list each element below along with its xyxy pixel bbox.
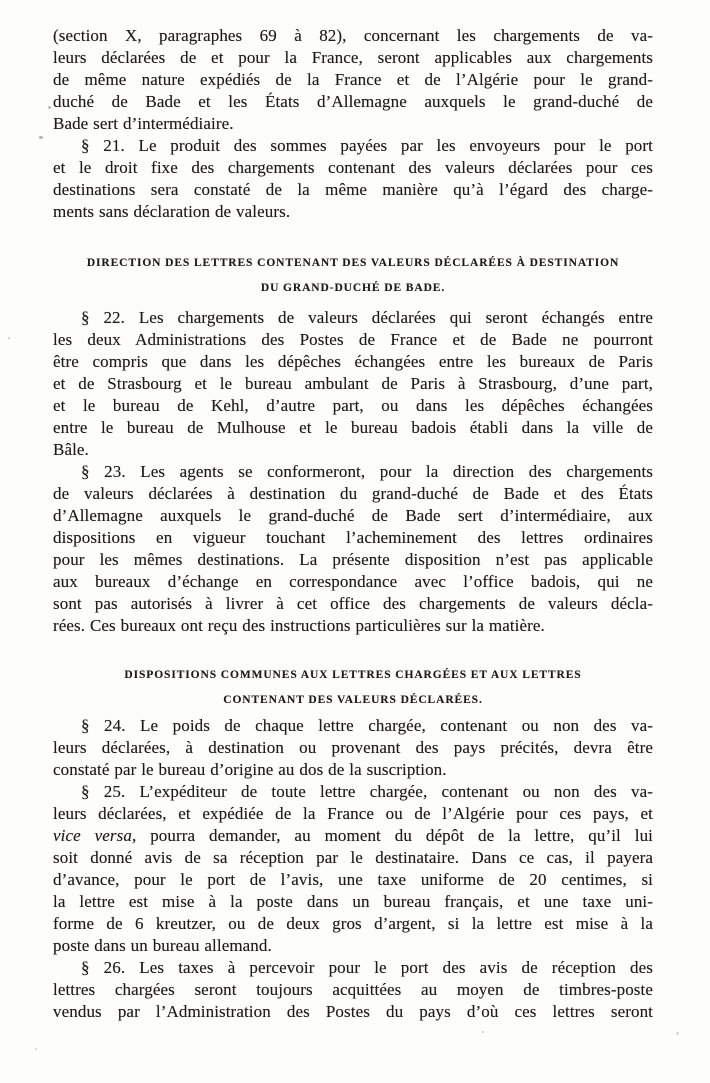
section-heading-dispositions-communes <box>53 663 653 713</box>
paragraph-25 <box>53 781 653 957</box>
text-line: forme de 6 kreutzer, ou de deux gros d’argent, si la lettre est mise à la <box>53 914 653 933</box>
text-line: de valeurs déclarées à destination du grand-duché de Bade et des États <box>53 484 653 503</box>
text-line: de même nature expédiés de la France et de l’Algérie pour le grand- <box>53 70 653 89</box>
heading-line: DU GRAND-DUCHÉ DE BADE. <box>260 282 446 294</box>
scan-speck <box>48 106 51 109</box>
text-line <box>53 825 653 847</box>
text-line: Bâle. <box>53 440 89 459</box>
scan-speck <box>676 1032 679 1035</box>
text-segment: , pourra demander, au moment du dépôt de la lettre, qu’il lui <box>131 826 653 845</box>
text-line: duché de Bade et les États d’Allemagne auxquels le grand-duché de <box>53 92 653 111</box>
text-line: et de Strasbourg et le bureau ambulant de Paris à Strasbourg, d’une part, <box>53 374 653 393</box>
paragraph-26 <box>53 957 653 1023</box>
text-line: Bade sert d’intermédiaire. <box>53 114 234 133</box>
paragraph-23 <box>53 461 653 637</box>
text-line: vendus par l’Administration des Postes du pays d’où ces lettres seront <box>53 1002 653 1021</box>
scan-speck <box>35 1048 37 1050</box>
paragraph-24 <box>53 715 653 781</box>
text-line: pour les mêmes destinations. La présente disposition n’est pas applicable <box>53 550 653 569</box>
text-line: dispositions en vigueur touchant l’acheminement des lettres ordinaires <box>53 528 653 547</box>
text-line: § 23. Les agents se conformeront, pour la direction des chargements <box>81 462 653 481</box>
scan-speck <box>8 337 10 339</box>
text-line: et le droit fixe des chargements contenant des valeurs déclarées pour ces <box>53 158 653 177</box>
text-line: leurs déclarées, à destination ou provenant des pays précités, devra être <box>53 738 653 757</box>
text-line: poste dans un bureau allemand. <box>53 936 272 955</box>
text-line: constaté par le bureau d’origine au dos de la suscription. <box>53 760 447 779</box>
text-line: destinations sera constaté de la même manière qu’à l’égard des charge- <box>53 180 653 199</box>
continuation-paragraph <box>53 25 653 135</box>
text-line: et le bureau de Kehl, d’autre part, ou dans les dépêches échangées <box>53 396 653 415</box>
text-line: aux bureaux d’échange en correspondance avec l’office badois, qui ne <box>53 572 653 591</box>
text-line: leurs déclarées, et expédiée de la France ou de l’Algérie pour ces pays, et <box>53 804 653 823</box>
scan-speck <box>39 136 43 139</box>
text-line: ments sans déclaration de valeurs. <box>53 202 291 221</box>
paragraph-22 <box>53 307 653 461</box>
heading-line: DISPOSITIONS COMMUNES AUX LETTRES CHARGÉES ET AUX LETTRES <box>124 669 582 681</box>
text-line: § 21. Le produit des sommes payées par les envoyeurs pour le port <box>81 136 653 155</box>
text-line: § 24. Le poids de chaque lettre chargée, contenant ou non des va- <box>81 716 653 735</box>
text-line: leurs déclarées de et pour la France, seront applicables aux chargements <box>53 48 653 67</box>
text-line: d’avance, pour le port de l’avis, une taxe uniforme de 20 centimes, si <box>53 870 653 889</box>
section-heading-direction-bade <box>53 251 653 301</box>
text-line: être compris que dans les dépêches échangées entre les bureaux de Paris <box>53 352 653 371</box>
text-line: lettres chargées seront toujours acquittées au moyen de timbres-poste <box>53 980 653 999</box>
heading-line: CONTENANT DES VALEURS DÉCLARÉES. <box>223 694 483 706</box>
text-line: rées. Ces bureaux ont reçu des instructions particulières sur la matière. <box>53 616 545 635</box>
paragraph-21 <box>53 135 653 223</box>
text-line: d’Allemagne auxquels le grand-duché de Bade sert d’intermédiaire, aux <box>53 506 653 525</box>
text-line: § 25. L’expéditeur de toute lettre chargée, contenant ou non des va- <box>81 782 653 801</box>
text-line: § 26. Les taxes à percevoir pour le port des avis de réception des <box>81 958 653 977</box>
text-line: § 22. Les chargements de valeurs déclarées qui seront échangés entre <box>81 308 653 327</box>
vice-versa-italic: vice versa <box>53 826 132 845</box>
text-line: entre le bureau de Mulhouse et le bureau badois établi dans la ville de <box>53 418 653 437</box>
text-line: sont pas autorisés à livrer à cet office des chargements de valeurs décla- <box>53 594 653 613</box>
scan-speck <box>482 1031 484 1033</box>
text-line: soit donné avis de sa réception par le destinataire. Dans ce cas, il payera <box>53 848 653 867</box>
text-line: les deux Administrations des Postes de France et de Bade ne pourront <box>53 330 653 349</box>
heading-line: DIRECTION DES LETTRES CONTENANT DES VALEURS DÉCLARÉES À DESTINATION <box>86 257 620 269</box>
text-line: la lettre est mise à la poste dans un bureau français, et une taxe uni- <box>53 892 653 911</box>
text-line: (section X, paragraphes 69 à 82), concernant les chargements de va- <box>53 26 653 45</box>
